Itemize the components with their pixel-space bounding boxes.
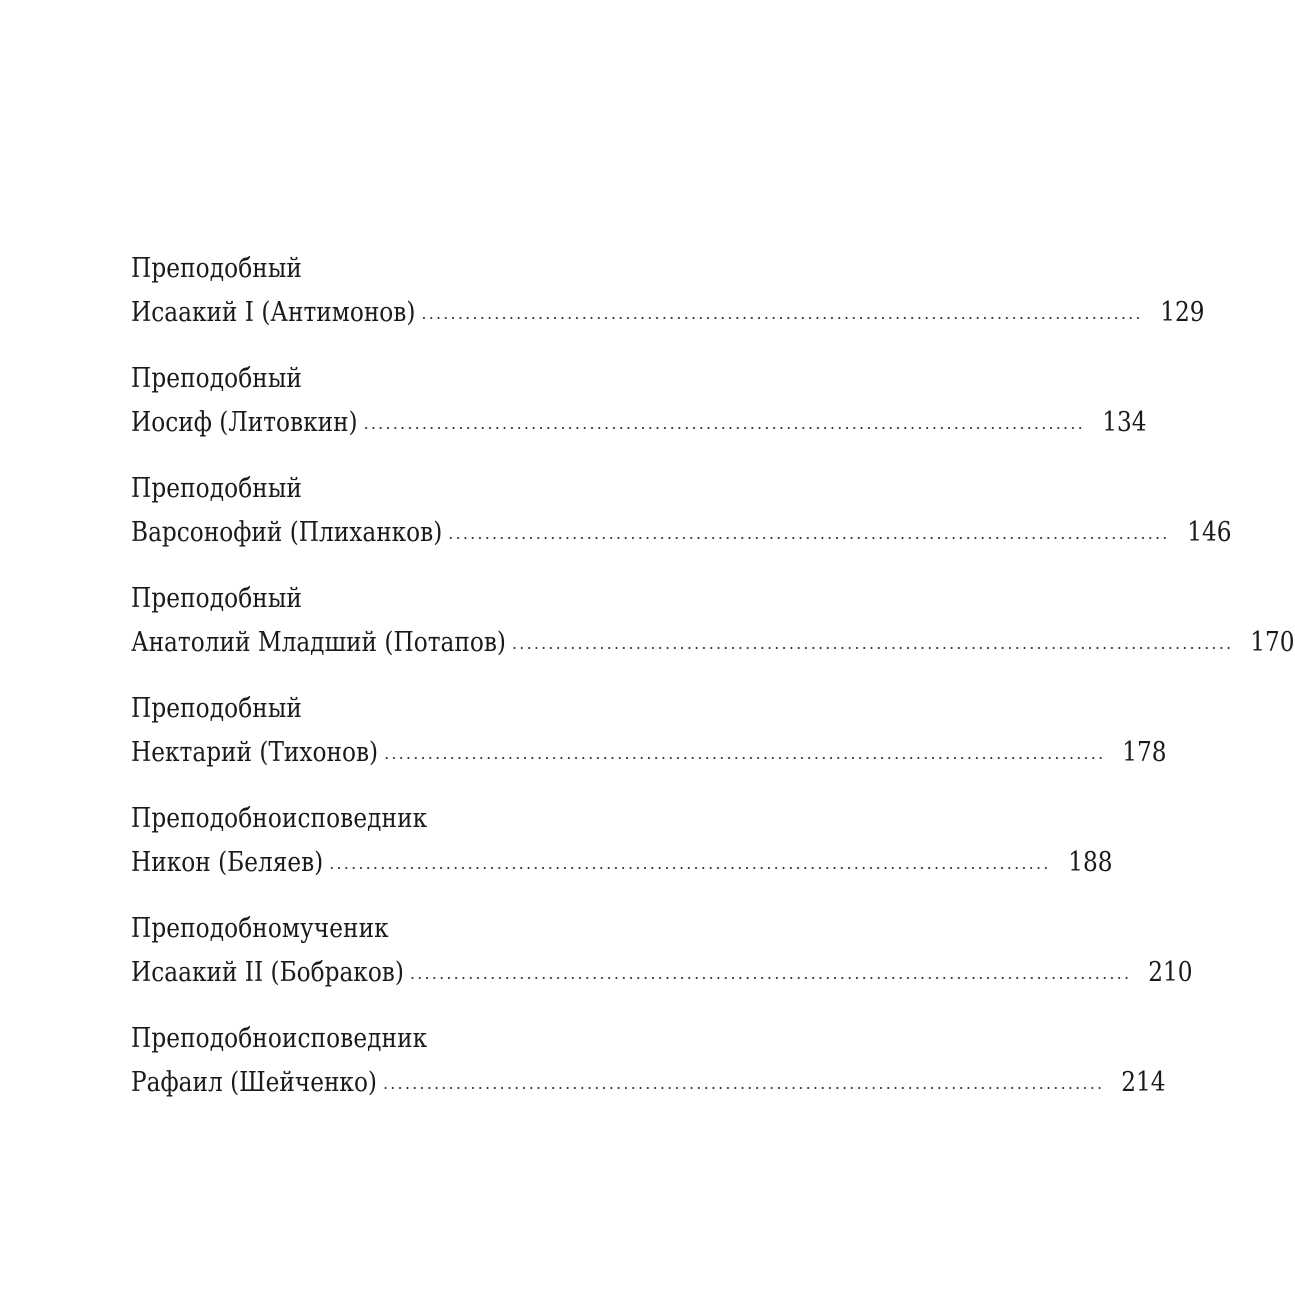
- toc-entry-title: Преподобноисповедник: [131, 803, 428, 834]
- toc-entry-line: [131, 511, 1232, 555]
- toc-entry-title: Преподобный: [131, 253, 302, 284]
- toc-page-number: 134: [1102, 407, 1147, 438]
- toc-entry-name: Нектарий (Тихонов): [131, 737, 379, 768]
- toc-entry[interactable]: [131, 1017, 1166, 1127]
- toc-entry[interactable]: [131, 467, 1232, 577]
- dot-leader: ...................................................................................................: [421, 304, 1143, 323]
- toc-entry-name: Иосиф (Литовкин): [131, 407, 358, 438]
- toc-entry-line: [131, 621, 1295, 665]
- toc-entry-title: Преподобный: [131, 693, 302, 724]
- toc-entry-line: [131, 401, 1147, 445]
- toc-entry-line: [131, 951, 1193, 995]
- toc-page-number: 129: [1159, 297, 1205, 328]
- toc-entry-name: Анатолий Младший (Потапов): [131, 627, 506, 658]
- dot-leader: ...................................................................................................: [511, 634, 1234, 653]
- toc-entry[interactable]: [131, 247, 1205, 357]
- toc-page-number: 170: [1250, 627, 1295, 658]
- toc-entry-name: Исаакий II (Бобраков): [131, 957, 404, 988]
- toc-entry-line: [131, 841, 1113, 885]
- toc-entry-name: Никон (Беляев): [131, 847, 324, 878]
- table-of-contents: [131, 247, 1295, 1127]
- toc-entry[interactable]: [131, 687, 1167, 797]
- toc-entry[interactable]: [131, 357, 1147, 467]
- toc-entry-name: Варсонофий (Плиханков): [131, 517, 443, 548]
- toc-page-number: 214: [1121, 1067, 1166, 1098]
- toc-entry-line: [131, 1061, 1166, 1105]
- toc-entry[interactable]: [131, 577, 1295, 687]
- toc-entry-line: [131, 291, 1205, 335]
- toc-entry[interactable]: [131, 907, 1193, 1017]
- toc-entry-title: Преподобный: [131, 583, 302, 614]
- dot-leader: ...................................................................................................: [448, 524, 1170, 543]
- toc-page-number: 146: [1186, 517, 1232, 548]
- toc-entry-name: Рафаил (Шейченко): [131, 1067, 377, 1098]
- toc-entry-line: [131, 731, 1167, 775]
- dot-leader: ...................................................................................................: [382, 1074, 1105, 1093]
- dot-leader: ...................................................................................................: [384, 744, 1106, 763]
- toc-entry-title: Преподобный: [131, 363, 302, 394]
- toc-entry-name: Исаакий I (Антимонов): [131, 297, 416, 328]
- toc-entry[interactable]: [131, 797, 1113, 907]
- toc-page-number: 188: [1067, 847, 1113, 878]
- dot-leader: ...................................................................................................: [409, 964, 1132, 983]
- dot-leader: ...................................................................................................: [363, 414, 1085, 433]
- toc-page-number: 178: [1122, 737, 1167, 768]
- dot-leader: ...................................................................................................: [329, 854, 1051, 873]
- toc-page-number: 210: [1148, 957, 1193, 988]
- toc-entry-title: Преподобномученик: [131, 913, 389, 944]
- toc-entry-title: Преподобноисповедник: [131, 1023, 428, 1054]
- toc-entry-title: Преподобный: [131, 473, 302, 504]
